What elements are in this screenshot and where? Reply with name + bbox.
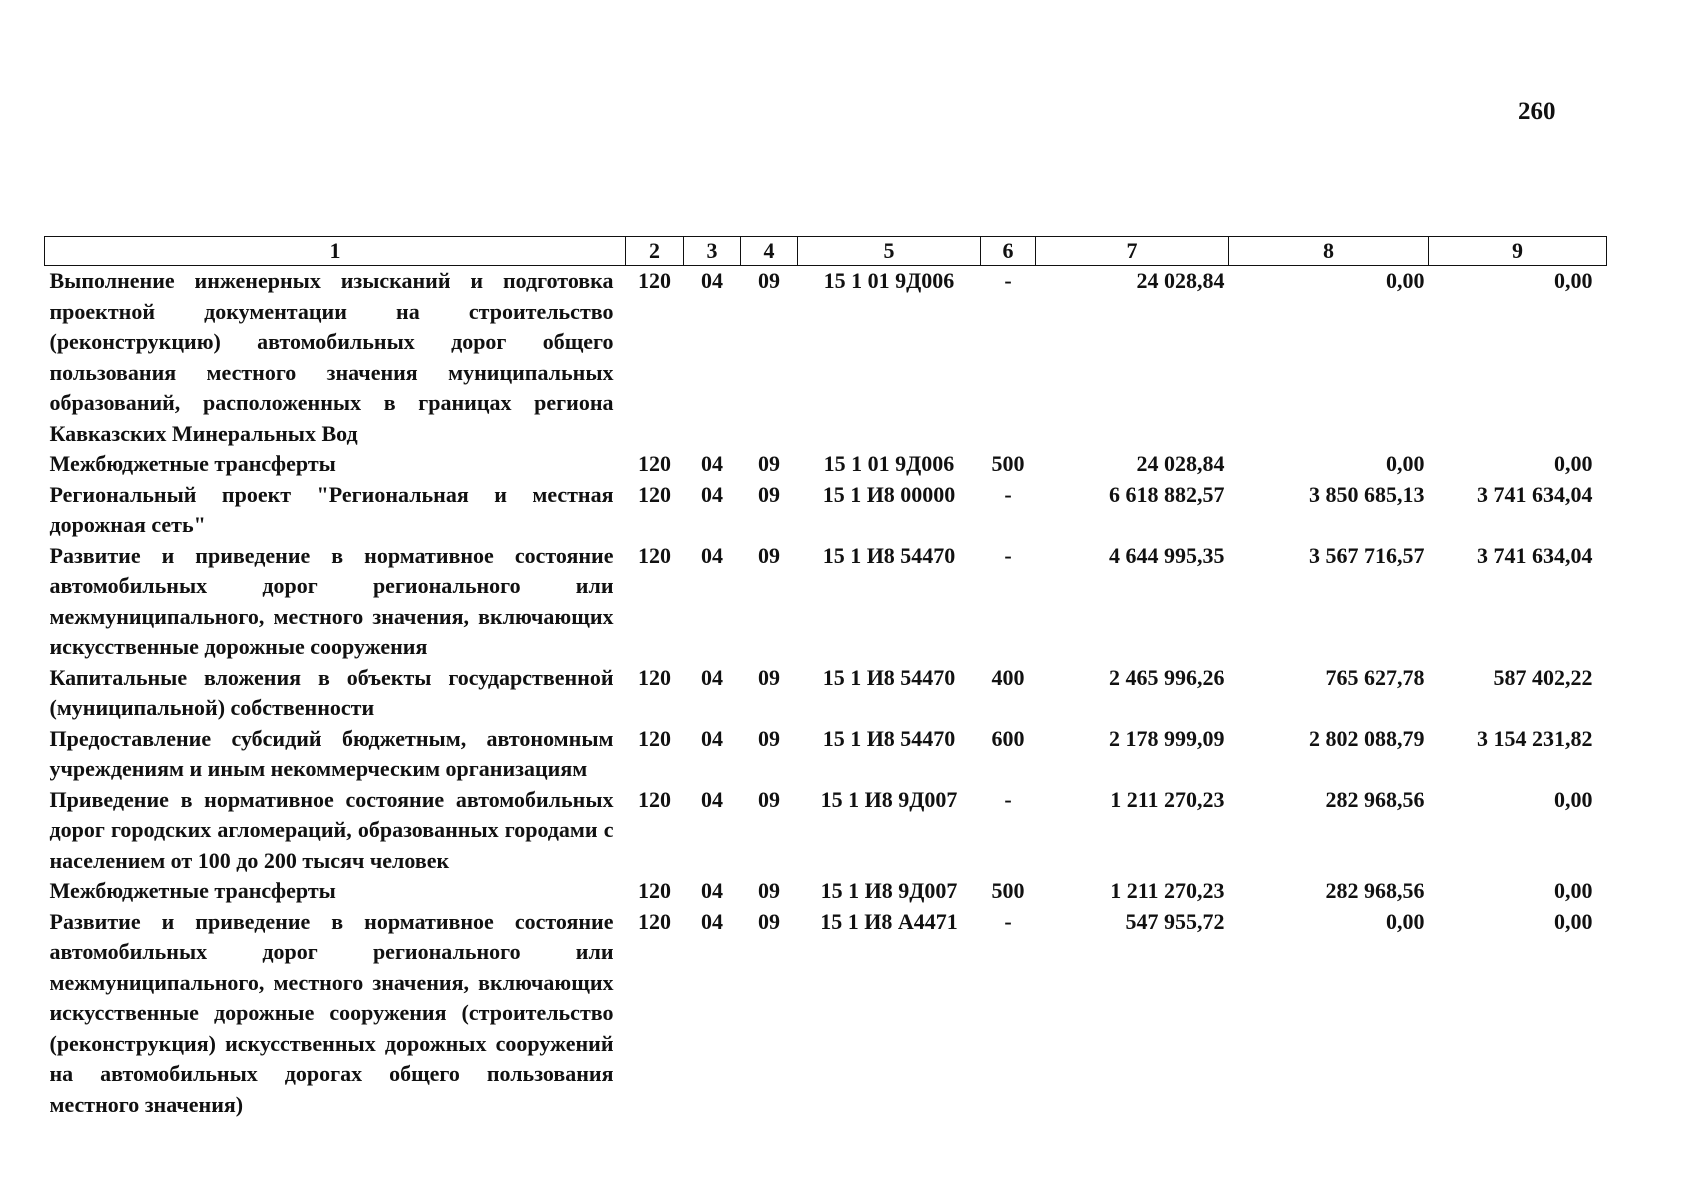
code-expense-type: 600 — [991, 725, 1025, 751]
row-name: Выполнение инженерных изысканий и подготовка проектной документации на строительство (реконструкцию) автомобильных дорог общего пользования местного значения муниципальных образований, расположенных в границах региона Кавказских Минеральных Вод — [49, 268, 614, 446]
amount-year1: 2 178 999,09 — [1109, 725, 1225, 751]
amount-year2: 2 802 088,79 — [1309, 725, 1425, 751]
table-row — [45, 663, 1607, 724]
code-expense-type: 400 — [991, 664, 1025, 690]
row-name: Межбюджетные трансферты — [49, 878, 336, 903]
code-expense-type: - — [1004, 481, 1012, 507]
code-expense-type: 500 — [991, 878, 1025, 903]
amount-year1: 1 211 270,23 — [1110, 878, 1225, 903]
amount-year3: 0,00 — [1554, 786, 1593, 812]
amount-year2: 3 567 716,57 — [1309, 542, 1425, 568]
code-expense-type: - — [1004, 908, 1012, 934]
amount-year1: 1 211 270,23 — [1110, 786, 1225, 812]
code-target-item: 15 1 И8 54470 — [822, 725, 956, 751]
code-grbs: 120 — [638, 451, 671, 476]
row-name: Приведение в нормативное состояние автомобильных дорог городских агломераций, образованных городами с населением от 100 до 200 тысяч человек — [49, 786, 614, 873]
code-target-item: 15 1 И8 00000 — [822, 481, 956, 507]
code-grbs: 120 — [638, 268, 671, 293]
amount-year3: 0,00 — [1554, 268, 1593, 293]
column-header: 8 — [1229, 237, 1429, 266]
table-row — [45, 541, 1607, 663]
code-section: 04 — [701, 786, 723, 812]
amount-year3: 3 741 634,04 — [1477, 542, 1593, 568]
amount-year2: 0,00 — [1386, 451, 1425, 476]
table-row — [45, 480, 1607, 541]
row-name: Развитие и приведение в нормативное состояние автомобильных дорог регионального или межмуниципального, местного значения, включающих искусственные дорожные сооружения — [49, 542, 614, 659]
code-expense-type: - — [1004, 542, 1012, 568]
amount-year3: 3 741 634,04 — [1477, 481, 1593, 507]
amount-year2: 765 627,78 — [1325, 664, 1425, 690]
code-grbs: 120 — [638, 908, 671, 934]
code-subsection: 09 — [758, 268, 780, 293]
code-subsection: 09 — [758, 725, 780, 751]
column-header: 3 — [684, 237, 741, 266]
page-number: 260 — [1518, 98, 1556, 125]
code-target-item: 15 1 01 9Д006 — [823, 451, 955, 476]
row-name: Предоставление субсидий бюджетным, автономным учреждениям и иным некоммерческим организациям — [49, 725, 614, 781]
code-section: 04 — [701, 481, 723, 507]
amount-year2: 282 968,56 — [1325, 878, 1425, 903]
amount-year3: 0,00 — [1554, 878, 1593, 903]
table-body — [45, 266, 1607, 1121]
row-name: Капитальные вложения в объекты государственной (муниципальной) собственности — [49, 664, 614, 720]
code-grbs: 120 — [638, 878, 671, 903]
column-header: 7 — [1036, 237, 1229, 266]
amount-year2: 3 850 685,13 — [1309, 481, 1425, 507]
amount-year3: 3 154 231,82 — [1477, 725, 1593, 751]
code-expense-type: - — [1004, 268, 1012, 293]
amount-year3: 0,00 — [1554, 451, 1593, 476]
amount-year1: 6 618 882,57 — [1109, 481, 1225, 507]
code-section: 04 — [701, 725, 723, 751]
code-section: 04 — [701, 542, 723, 568]
amount-year1: 547 955,72 — [1125, 908, 1225, 934]
code-subsection: 09 — [758, 542, 780, 568]
table-row — [45, 785, 1607, 877]
column-header: 1 — [45, 237, 626, 266]
code-expense-type: - — [1004, 786, 1012, 812]
code-target-item: 15 1 И8 54470 — [822, 542, 956, 568]
table-row — [45, 907, 1607, 1121]
code-grbs: 120 — [638, 542, 671, 568]
amount-year1: 2 465 996,26 — [1109, 664, 1225, 690]
code-target-item: 15 1 01 9Д006 — [823, 268, 955, 293]
code-grbs: 120 — [638, 725, 671, 751]
amount-year1: 24 028,84 — [1136, 451, 1225, 476]
code-target-item: 15 1 И8 А4471 — [820, 908, 958, 934]
amount-year2: 282 968,56 — [1325, 786, 1425, 812]
table-row — [45, 724, 1607, 785]
code-subsection: 09 — [758, 451, 780, 476]
budget-table — [44, 236, 1607, 1120]
code-grbs: 120 — [638, 664, 671, 690]
table-header — [45, 237, 1607, 266]
column-header: 5 — [798, 237, 981, 266]
code-section: 04 — [701, 664, 723, 690]
column-header: 2 — [626, 237, 684, 266]
code-target-item: 15 1 И8 9Д007 — [820, 878, 958, 903]
code-section: 04 — [701, 451, 723, 476]
code-grbs: 120 — [638, 481, 671, 507]
code-section: 04 — [701, 908, 723, 934]
code-subsection: 09 — [758, 908, 780, 934]
table-row — [45, 449, 1607, 480]
table-row — [45, 876, 1607, 907]
amount-year2: 0,00 — [1386, 908, 1425, 934]
column-header: 9 — [1429, 237, 1607, 266]
code-target-item: 15 1 И8 54470 — [822, 664, 956, 690]
code-subsection: 09 — [758, 481, 780, 507]
amount-year1: 24 028,84 — [1136, 268, 1225, 293]
amount-year3: 0,00 — [1554, 908, 1593, 934]
code-subsection: 09 — [758, 786, 780, 812]
code-section: 04 — [701, 878, 723, 903]
row-name: Региональный проект "Региональная и местная дорожная сеть" — [49, 481, 614, 537]
amount-year1: 4 644 995,35 — [1109, 542, 1225, 568]
code-expense-type: 500 — [991, 451, 1025, 476]
amount-year2: 0,00 — [1386, 268, 1425, 293]
column-header: 4 — [741, 237, 798, 266]
column-header: 6 — [981, 237, 1036, 266]
amount-year3: 587 402,22 — [1493, 664, 1593, 690]
code-grbs: 120 — [638, 786, 671, 812]
code-section: 04 — [701, 268, 723, 293]
header-row — [45, 237, 1607, 266]
row-name: Межбюджетные трансферты — [49, 451, 336, 476]
code-target-item: 15 1 И8 9Д007 — [820, 786, 958, 812]
code-subsection: 09 — [758, 878, 780, 903]
table-row — [45, 266, 1607, 450]
code-subsection: 09 — [758, 664, 780, 690]
row-name: Развитие и приведение в нормативное состояние автомобильных дорог регионального или межмуниципального, местного значения, включающих искусственные дорожные сооружения (строительство (реконструкция) искусственных дорожных сооружений на автомобильных дорогах общего пользования местного значения) — [49, 908, 614, 1117]
